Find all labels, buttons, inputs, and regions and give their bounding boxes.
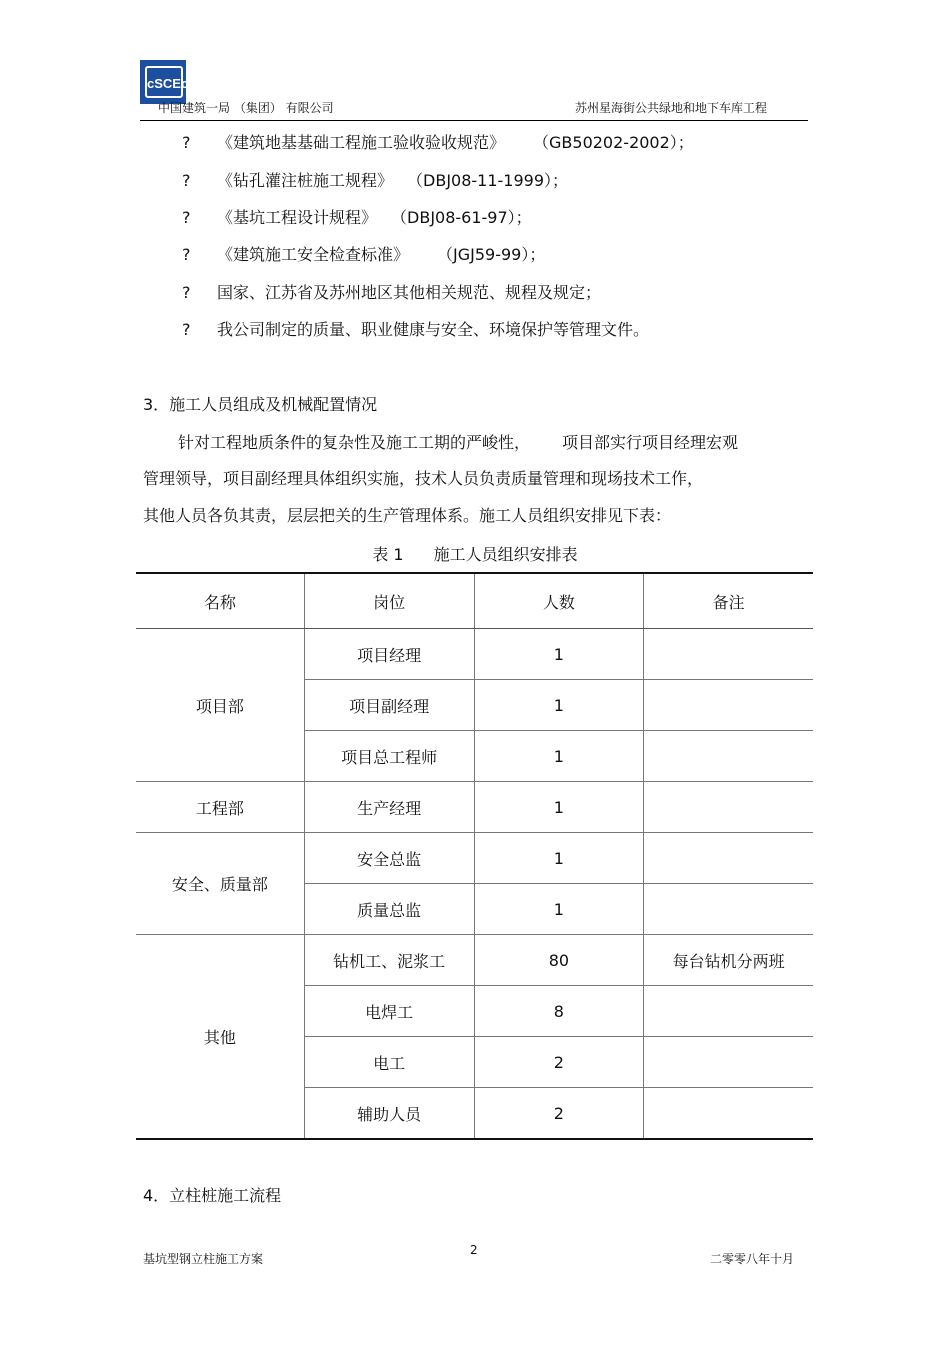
- section-heading-3: 3．施工人员组成及机械配置情况: [143, 395, 378, 414]
- post-cell: 辅助人员: [304, 1088, 474, 1140]
- count-cell: 1: [474, 731, 644, 782]
- note-cell: 每台钻机分两班: [644, 935, 813, 986]
- table-caption: [0, 542, 950, 565]
- paragraph-line: 管理领导，项目副经理具体组织实施，技术人员负责质量管理和现场技术工作，: [143, 469, 704, 488]
- col-header-post: 岗位: [304, 573, 474, 629]
- table-caption-number: 表 1: [372, 545, 404, 564]
- list-bullet: ?: [182, 171, 191, 190]
- count-cell: 8: [474, 986, 644, 1037]
- header-company-name: 中国建筑一局 （集团） 有限公司: [158, 101, 334, 115]
- note-cell: [644, 1037, 813, 1088]
- list-bullet: ?: [182, 208, 191, 227]
- count-cell: 1: [474, 680, 644, 731]
- post-cell: 生产经理: [304, 782, 474, 833]
- footer-document-title: 基坑型钢立柱施工方案: [143, 1252, 264, 1266]
- list-item-code: （DBJ08-11-1999）；: [407, 171, 569, 190]
- logo-frame: [145, 66, 189, 98]
- col-header-note: 备注: [644, 573, 813, 629]
- count-cell: 2: [474, 1037, 644, 1088]
- footer-date: 二零零八年十月: [710, 1252, 795, 1266]
- logo-text: cSCEc: [147, 76, 189, 91]
- company-logo: [140, 60, 189, 104]
- table-row: [136, 935, 813, 986]
- list-item-title: 国家、江苏省及苏州地区其他相关规范、规程及规定；: [217, 283, 602, 302]
- paragraph-line: [178, 430, 738, 453]
- count-cell: 1: [474, 629, 644, 680]
- header-project-name: 苏州星海街公共绿地和地下车库工程: [575, 101, 768, 115]
- post-cell: 电焊工: [304, 986, 474, 1037]
- note-cell: [644, 731, 813, 782]
- section-heading-4: 4．立柱桩施工流程: [143, 1186, 282, 1205]
- note-cell: [644, 680, 813, 731]
- post-cell: 质量总监: [304, 884, 474, 935]
- header-divider: [140, 120, 808, 121]
- note-cell: [644, 833, 813, 884]
- list-item-title: 我公司制定的质量、职业健康与安全、环境保护等管理文件。: [217, 320, 650, 339]
- list-item: [182, 280, 601, 303]
- paragraph-line: 其他人员各负其责，层层把关的生产管理体系。施工人员组织安排见下表：: [143, 506, 672, 525]
- list-item-title: 《基坑工程设计规程》: [217, 208, 378, 227]
- count-cell: 1: [474, 833, 644, 884]
- post-cell: 项目副经理: [304, 680, 474, 731]
- post-cell: 项目经理: [304, 629, 474, 680]
- list-item: [182, 317, 649, 340]
- count-cell: 1: [474, 884, 644, 935]
- post-cell: 项目总工程师: [304, 731, 474, 782]
- note-cell: [644, 782, 813, 833]
- table-caption-title: 施工人员组织安排表: [433, 545, 578, 564]
- list-item-title: 《建筑施工安全检查标准》: [217, 245, 410, 264]
- col-header-name: 名称: [136, 573, 304, 629]
- table-row: [136, 629, 813, 680]
- post-cell: 安全总监: [304, 833, 474, 884]
- group-name-cell: 项目部: [136, 629, 304, 782]
- list-bullet: ?: [182, 245, 191, 264]
- list-bullet: ?: [182, 283, 191, 302]
- group-name-cell: 其他: [136, 935, 304, 1140]
- post-cell: 钻机工、泥浆工: [304, 935, 474, 986]
- list-item-code: （JGJ59-99）；: [437, 245, 546, 264]
- paragraph-text: 项目部实行项目经理宏观: [562, 433, 739, 452]
- count-cell: 80: [474, 935, 644, 986]
- list-bullet: ?: [182, 320, 191, 339]
- staff-table: [136, 572, 813, 1140]
- page-number: 2: [470, 1243, 478, 1257]
- note-cell: [644, 1088, 813, 1140]
- note-cell: [644, 986, 813, 1037]
- list-item-code: （DBJ08-61-97）；: [391, 208, 532, 227]
- post-cell: 电工: [304, 1037, 474, 1088]
- list-item-title: 《建筑地基基础工程施工验收验收规范》: [217, 133, 506, 152]
- table-row: [136, 833, 813, 884]
- count-cell: 2: [474, 1088, 644, 1140]
- list-item-code: （GB50202-2002）；: [533, 133, 694, 152]
- group-name-cell: 工程部: [136, 782, 304, 833]
- table-row: [136, 782, 813, 833]
- note-cell: [644, 629, 813, 680]
- count-cell: 1: [474, 782, 644, 833]
- paragraph-text: 针对工程地质条件的复杂性及施工工期的严峻性，: [178, 433, 531, 452]
- list-item: [182, 130, 694, 153]
- note-cell: [644, 884, 813, 935]
- list-item-title: 《钻孔灌注桩施工规程》: [217, 171, 394, 190]
- list-item: [182, 205, 532, 228]
- list-bullet: ?: [182, 133, 191, 152]
- table-header-row: [136, 573, 813, 629]
- list-item: [182, 242, 545, 265]
- list-item: [182, 168, 568, 191]
- group-name-cell: 安全、质量部: [136, 833, 304, 935]
- col-header-count: 人数: [474, 573, 644, 629]
